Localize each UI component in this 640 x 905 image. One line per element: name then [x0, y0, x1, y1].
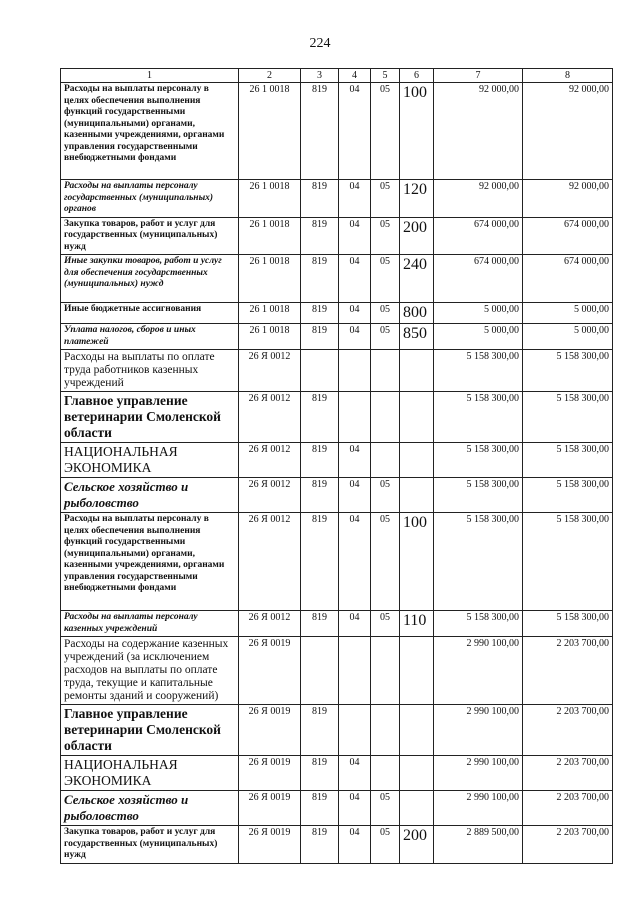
amount-second-year-cell: 5 158 300,00	[523, 392, 613, 443]
row-name-cell: Расходы на выплаты персоналу в целях обеспечения выполнения функций государственными (муниципальными) органами, казенными учреждениями, органами управления государственными внебюджетными фондами	[61, 513, 239, 611]
amount-first-year-cell: 2 990 100,00	[434, 705, 523, 756]
section-cell: 04	[339, 324, 371, 350]
expense-type-cell	[400, 392, 434, 443]
table-row	[61, 826, 613, 864]
amount-first-year-cell: 5 158 300,00	[434, 513, 523, 611]
subsection-cell: 05	[371, 180, 400, 218]
subsection-cell	[371, 705, 400, 756]
subsection-cell	[371, 350, 400, 392]
expense-type-cell: 120	[400, 180, 434, 218]
table-body	[61, 83, 613, 864]
target-article-cell: 26 Я 0012	[239, 513, 301, 611]
section-cell: 04	[339, 255, 371, 303]
expense-type-cell	[400, 637, 434, 705]
row-name-cell: Иные бюджетные ассигнования	[61, 303, 239, 324]
amount-first-year-cell: 2 990 100,00	[434, 756, 523, 791]
table-row	[61, 791, 613, 826]
section-cell: 04	[339, 180, 371, 218]
department-code-cell: 819	[301, 478, 339, 513]
expense-type-cell	[400, 791, 434, 826]
amount-first-year-cell: 2 990 100,00	[434, 637, 523, 705]
section-cell: 04	[339, 217, 371, 255]
table-row	[61, 83, 613, 180]
department-code-cell: 819	[301, 303, 339, 324]
subsection-cell: 05	[371, 791, 400, 826]
department-code-cell: 819	[301, 180, 339, 218]
subsection-cell	[371, 443, 400, 478]
target-article-cell: 26 Я 0012	[239, 443, 301, 478]
expense-type-cell: 200	[400, 826, 434, 864]
amount-first-year-cell: 92 000,00	[434, 180, 523, 218]
department-code-cell: 819	[301, 705, 339, 756]
section-cell: 04	[339, 756, 371, 791]
amount-first-year-cell: 5 158 300,00	[434, 392, 523, 443]
amount-second-year-cell: 5 158 300,00	[523, 350, 613, 392]
expense-type-cell	[400, 443, 434, 478]
amount-first-year-cell: 2 889 500,00	[434, 826, 523, 864]
amount-first-year-cell: 5 158 300,00	[434, 443, 523, 478]
expense-type-cell: 850	[400, 324, 434, 350]
table-row	[61, 392, 613, 443]
table-row	[61, 756, 613, 791]
column-header: 8	[523, 69, 613, 83]
expense-type-cell	[400, 705, 434, 756]
target-article-cell: 26 1 0018	[239, 324, 301, 350]
table-row	[61, 255, 613, 303]
target-article-cell: 26 Я 0012	[239, 350, 301, 392]
amount-second-year-cell: 674 000,00	[523, 217, 613, 255]
section-cell: 04	[339, 303, 371, 324]
section-cell	[339, 350, 371, 392]
expense-type-cell: 800	[400, 303, 434, 324]
budget-table	[60, 68, 613, 864]
department-code-cell: 819	[301, 756, 339, 791]
amount-first-year-cell: 5 158 300,00	[434, 478, 523, 513]
row-name-cell: Расходы на выплаты по оплате труда работников казенных учреждений	[61, 350, 239, 392]
department-code-cell: 819	[301, 255, 339, 303]
table-row	[61, 324, 613, 350]
table-row	[61, 350, 613, 392]
department-code-cell: 819	[301, 83, 339, 180]
target-article-cell: 26 Я 0019	[239, 826, 301, 864]
amount-first-year-cell: 674 000,00	[434, 217, 523, 255]
amount-first-year-cell: 5 000,00	[434, 303, 523, 324]
subsection-cell	[371, 637, 400, 705]
section-cell: 04	[339, 83, 371, 180]
amount-second-year-cell: 92 000,00	[523, 180, 613, 218]
amount-second-year-cell: 5 158 300,00	[523, 513, 613, 611]
expense-type-cell	[400, 350, 434, 392]
row-name-cell: НАЦИОНАЛЬНАЯ ЭКОНОМИКА	[61, 756, 239, 791]
amount-second-year-cell: 2 203 700,00	[523, 705, 613, 756]
page-number: 224	[309, 36, 331, 51]
section-cell: 04	[339, 791, 371, 826]
row-name-cell: Расходы на выплаты персоналу государственных (муниципальных) органов	[61, 180, 239, 218]
department-code-cell: 819	[301, 611, 339, 637]
department-code-cell: 819	[301, 217, 339, 255]
amount-first-year-cell: 5 158 300,00	[434, 350, 523, 392]
row-name-cell: НАЦИОНАЛЬНАЯ ЭКОНОМИКА	[61, 443, 239, 478]
target-article-cell: 26 1 0018	[239, 180, 301, 218]
row-name-cell: Сельское хозяйство и рыболовство	[61, 791, 239, 826]
column-header: 2	[239, 69, 301, 83]
expense-type-cell: 200	[400, 217, 434, 255]
target-article-cell: 26 Я 0019	[239, 705, 301, 756]
expense-type-cell	[400, 756, 434, 791]
department-code-cell: 819	[301, 324, 339, 350]
amount-first-year-cell: 92 000,00	[434, 83, 523, 180]
row-name-cell: Главное управление ветеринарии Смоленской области	[61, 392, 239, 443]
table-row	[61, 180, 613, 218]
row-name-cell: Расходы на содержание казенных учреждений (за исключением расходов на выплаты по оплате труда, текущие и капитальные ремонты зданий и сооружений)	[61, 637, 239, 705]
target-article-cell: 26 Я 0012	[239, 611, 301, 637]
target-article-cell: 26 1 0018	[239, 255, 301, 303]
section-cell	[339, 392, 371, 443]
amount-second-year-cell: 2 203 700,00	[523, 791, 613, 826]
target-article-cell: 26 Я 0019	[239, 791, 301, 826]
amount-second-year-cell: 5 158 300,00	[523, 611, 613, 637]
subsection-cell	[371, 756, 400, 791]
row-name-cell: Закупка товаров, работ и услуг для государственных (муниципальных) нужд	[61, 217, 239, 255]
column-header: 3	[301, 69, 339, 83]
section-cell: 04	[339, 478, 371, 513]
row-name-cell: Расходы на выплаты персоналу в целях обеспечения выполнения функций государственными (муниципальными) органами, казенными учреждениями, органами управления государственными внебюджетными фондами	[61, 83, 239, 180]
amount-second-year-cell: 5 158 300,00	[523, 478, 613, 513]
target-article-cell: 26 Я 0012	[239, 392, 301, 443]
column-header: 6	[400, 69, 434, 83]
table-row	[61, 611, 613, 637]
target-article-cell: 26 Я 0019	[239, 756, 301, 791]
amount-first-year-cell: 2 990 100,00	[434, 791, 523, 826]
amount-second-year-cell: 2 203 700,00	[523, 826, 613, 864]
amount-second-year-cell: 5 000,00	[523, 324, 613, 350]
table-row	[61, 513, 613, 611]
section-cell: 04	[339, 611, 371, 637]
row-name-cell: Иные закупки товаров, работ и услуг для обеспечения государственных (муниципальных) нужд	[61, 255, 239, 303]
subsection-cell: 05	[371, 826, 400, 864]
amount-second-year-cell: 5 158 300,00	[523, 443, 613, 478]
column-header: 4	[339, 69, 371, 83]
department-code-cell: 819	[301, 392, 339, 443]
target-article-cell: 26 1 0018	[239, 217, 301, 255]
department-code-cell	[301, 350, 339, 392]
amount-second-year-cell: 92 000,00	[523, 83, 613, 180]
table-row	[61, 705, 613, 756]
row-name-cell: Уплата налогов, сборов и иных платежей	[61, 324, 239, 350]
subsection-cell: 05	[371, 255, 400, 303]
expense-type-cell: 240	[400, 255, 434, 303]
department-code-cell: 819	[301, 443, 339, 478]
expense-type-cell: 100	[400, 83, 434, 180]
department-code-cell: 819	[301, 826, 339, 864]
column-header: 5	[371, 69, 400, 83]
target-article-cell: 26 Я 0019	[239, 637, 301, 705]
expense-type-cell: 110	[400, 611, 434, 637]
table-row	[61, 303, 613, 324]
expense-type-cell	[400, 478, 434, 513]
subsection-cell: 05	[371, 513, 400, 611]
subsection-cell: 05	[371, 478, 400, 513]
amount-second-year-cell: 674 000,00	[523, 255, 613, 303]
row-name-cell: Сельское хозяйство и рыболовство	[61, 478, 239, 513]
subsection-cell	[371, 392, 400, 443]
amount-second-year-cell: 2 203 700,00	[523, 637, 613, 705]
expense-type-cell: 100	[400, 513, 434, 611]
section-cell: 04	[339, 513, 371, 611]
section-cell	[339, 637, 371, 705]
section-cell: 04	[339, 443, 371, 478]
header-row	[61, 69, 613, 83]
subsection-cell: 05	[371, 217, 400, 255]
section-cell	[339, 705, 371, 756]
target-article-cell: 26 Я 0012	[239, 478, 301, 513]
table-row	[61, 637, 613, 705]
amount-first-year-cell: 674 000,00	[434, 255, 523, 303]
table-row	[61, 217, 613, 255]
column-header: 1	[61, 69, 239, 83]
subsection-cell: 05	[371, 324, 400, 350]
amount-second-year-cell: 2 203 700,00	[523, 756, 613, 791]
department-code-cell	[301, 637, 339, 705]
table-row	[61, 478, 613, 513]
department-code-cell: 819	[301, 791, 339, 826]
row-name-cell: Закупка товаров, работ и услуг для государственных (муниципальных) нужд	[61, 826, 239, 864]
row-name-cell: Расходы на выплаты персоналу казенных учреждений	[61, 611, 239, 637]
target-article-cell: 26 1 0018	[239, 303, 301, 324]
subsection-cell: 05	[371, 83, 400, 180]
subsection-cell: 05	[371, 611, 400, 637]
column-header: 7	[434, 69, 523, 83]
subsection-cell: 05	[371, 303, 400, 324]
amount-first-year-cell: 5 158 300,00	[434, 611, 523, 637]
department-code-cell: 819	[301, 513, 339, 611]
table-row	[61, 443, 613, 478]
row-name-cell: Главное управление ветеринарии Смоленской области	[61, 705, 239, 756]
amount-second-year-cell: 5 000,00	[523, 303, 613, 324]
section-cell: 04	[339, 826, 371, 864]
amount-first-year-cell: 5 000,00	[434, 324, 523, 350]
target-article-cell: 26 1 0018	[239, 83, 301, 180]
